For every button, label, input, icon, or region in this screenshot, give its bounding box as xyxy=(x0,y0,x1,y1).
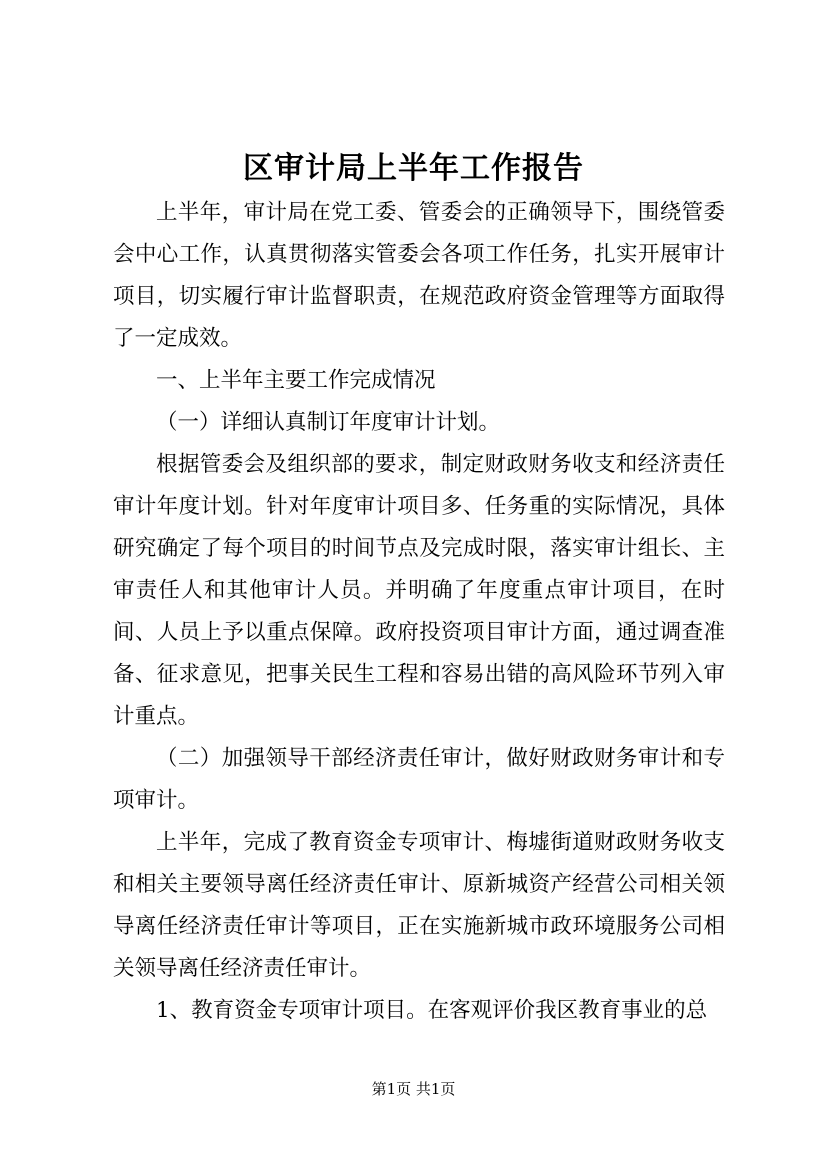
paragraph-intro: 上半年，审计局在党工委、管委会的正确领导下，围绕管委会中心工作，认真贯彻落实管委会各项工作任务，扎实开展审计项目，切实履行审计监督职责，在规范政府资金管理等方面取得了一定成效。 xyxy=(113,200,725,351)
page-footer: 第1页 共1页 xyxy=(371,1080,456,1098)
paragraph-education-audit: 1、教育资金专项审计项目。在客观评价我区教育事业的总 xyxy=(156,998,708,1023)
document-title: 区审计局上半年工作报告 xyxy=(243,151,584,186)
subsection-heading-1: （一）详细认真制订年度审计计划。 xyxy=(156,410,501,435)
paragraph-completed-audits: 上半年，完成了教育资金专项审计、梅墟街道财政财务收支和相关主要领导离任经济责任审计、原新城资产经营公司相关领导离任经济责任审计等项目，正在实施新城市政环境服务公司相关领导离任经济责任审计。 xyxy=(113,830,725,981)
document-body xyxy=(113,192,725,1032)
section-heading-1: 一、上半年主要工作完成情况 xyxy=(156,368,436,393)
paragraph-audit-plan: 根据管委会及组织部的要求，制定财政财务收支和经济责任审计年度计划。针对年度审计项目多、任务重的实际情况，具体研究确定了每个项目的时间节点及完成时限，落实审计组长、主审责任人和其他审计人员。并明确了年度重点审计项目，在时间、人员上予以重点保障。政府投资项目审计方面，通过调查准备、征求意见，把事关民生工程和容易出错的高风险环节列入审计重点。 xyxy=(113,452,725,729)
subsection-heading-2: （二）加强领导干部经济责任审计，做好财政财务审计和专项审计。 xyxy=(113,746,725,813)
